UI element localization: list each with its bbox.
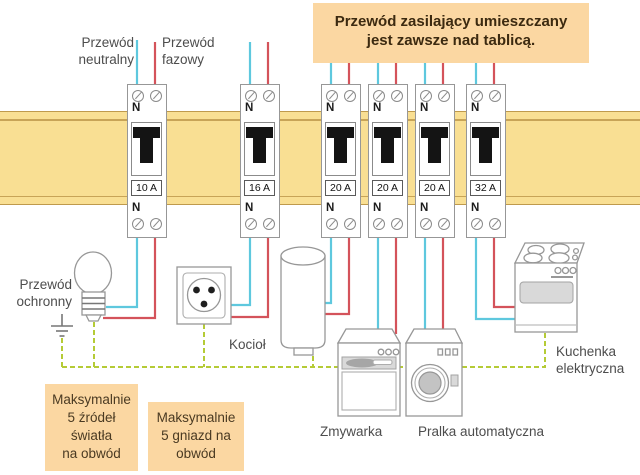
rating-label: 20 A [419, 180, 450, 196]
screw-terminal-icon [420, 90, 432, 102]
note-line: światła [70, 428, 113, 443]
toggle-stem [428, 137, 441, 163]
washing-machine-label: Pralka automatyczna [418, 424, 545, 439]
screw-terminal-icon [391, 90, 403, 102]
screw-terminal-icon [489, 90, 501, 102]
breaker-toggle [244, 122, 275, 176]
neutral-marking: N [373, 102, 382, 114]
washing-machine-icon [406, 329, 462, 416]
screw-terminal-icon [420, 218, 432, 230]
screw-terminal-icon [326, 218, 338, 230]
rail-groove-top [0, 119, 640, 121]
circuit-breaker-1 [127, 84, 167, 238]
neutral-marking: N [132, 102, 141, 114]
screw-terminal-icon [373, 218, 385, 230]
protective-wire-label: Przewód ochronny [16, 277, 72, 309]
supply-wire-note [313, 3, 589, 63]
max-lights-note [45, 384, 138, 471]
note-line: obwód [176, 446, 216, 461]
neutral-marking: N [471, 102, 480, 114]
screw-terminal-icon [263, 218, 275, 230]
toggle-stem [140, 137, 153, 163]
screw-terminal-icon [132, 218, 144, 230]
dishwasher-icon [338, 329, 400, 416]
neutral-marking: N [471, 202, 480, 214]
neutral-marking: N [132, 202, 141, 214]
circuit-breaker-3 [321, 84, 361, 238]
phase-wire-label: Przewód fazowy [162, 35, 215, 67]
screw-terminal-icon [438, 218, 450, 230]
circuit-breaker-5 [415, 84, 455, 238]
screw-terminal-icon [245, 90, 257, 102]
ground-symbol-icon [51, 314, 73, 336]
screw-terminal-icon [326, 90, 338, 102]
note-line: na obwód [62, 446, 121, 461]
screw-terminal-icon [438, 90, 450, 102]
wall-socket-icon [177, 267, 231, 324]
screw-terminal-icon [150, 90, 162, 102]
max-sockets-note [148, 402, 244, 471]
neutral-wire-label: Przewód neutralny [78, 35, 134, 67]
rating-label: 20 A [372, 180, 403, 196]
neutral-marking: N [373, 202, 382, 214]
screw-terminal-icon [471, 218, 483, 230]
boiler-label: Kocioł [229, 337, 266, 352]
circuit-breaker-2 [240, 84, 280, 238]
neutral-marking: N [326, 202, 335, 214]
dishwasher-label: Zmywarka [320, 424, 383, 439]
neutral-marking: N [420, 202, 429, 214]
neutral-marking: N [245, 202, 254, 214]
screw-terminal-icon [263, 90, 275, 102]
rating-label: 32 A [470, 180, 501, 196]
screw-terminal-icon [344, 90, 356, 102]
breaker-toggle [419, 122, 450, 176]
note-line: Maksymalnie [52, 392, 131, 407]
screw-terminal-icon [391, 218, 403, 230]
rail-groove-bottom [0, 196, 640, 198]
screw-terminal-icon [245, 218, 257, 230]
light-bulb-icon [75, 252, 112, 321]
circuit-breaker-6 [466, 84, 506, 238]
note-line: jest zawsze nad tablicą. [366, 32, 536, 49]
rating-label: 16 A [244, 180, 275, 196]
breaker-toggle [325, 122, 356, 176]
screw-terminal-icon [344, 218, 356, 230]
boiler-icon [281, 247, 325, 355]
note-line: Przewód zasilający umieszczany [334, 13, 568, 30]
screw-terminal-icon [471, 90, 483, 102]
stove-label: Kuchenka elektryczna [556, 344, 625, 376]
screw-terminal-icon [150, 218, 162, 230]
breaker-toggle [470, 122, 501, 176]
rating-label: 10 A [131, 180, 162, 196]
toggle-stem [479, 137, 492, 163]
neutral-marking: N [245, 102, 254, 114]
stove-icon [515, 243, 584, 332]
toggle-stem [253, 137, 266, 163]
din-rail [0, 111, 640, 205]
rating-label: 20 A [325, 180, 356, 196]
toggle-stem [334, 137, 347, 163]
note-line: 5 źródeł [67, 410, 116, 425]
screw-terminal-icon [489, 218, 501, 230]
neutral-marking: N [420, 102, 429, 114]
screw-terminal-icon [132, 90, 144, 102]
circuit-breaker-4 [368, 84, 408, 238]
note-line: Maksymalnie [156, 410, 236, 425]
note-line: 5 gniazd na [161, 428, 231, 443]
toggle-stem [381, 137, 394, 163]
breaker-toggle [372, 122, 403, 176]
neutral-marking: N [326, 102, 335, 114]
breaker-toggle [131, 122, 162, 176]
screw-terminal-icon [373, 90, 385, 102]
